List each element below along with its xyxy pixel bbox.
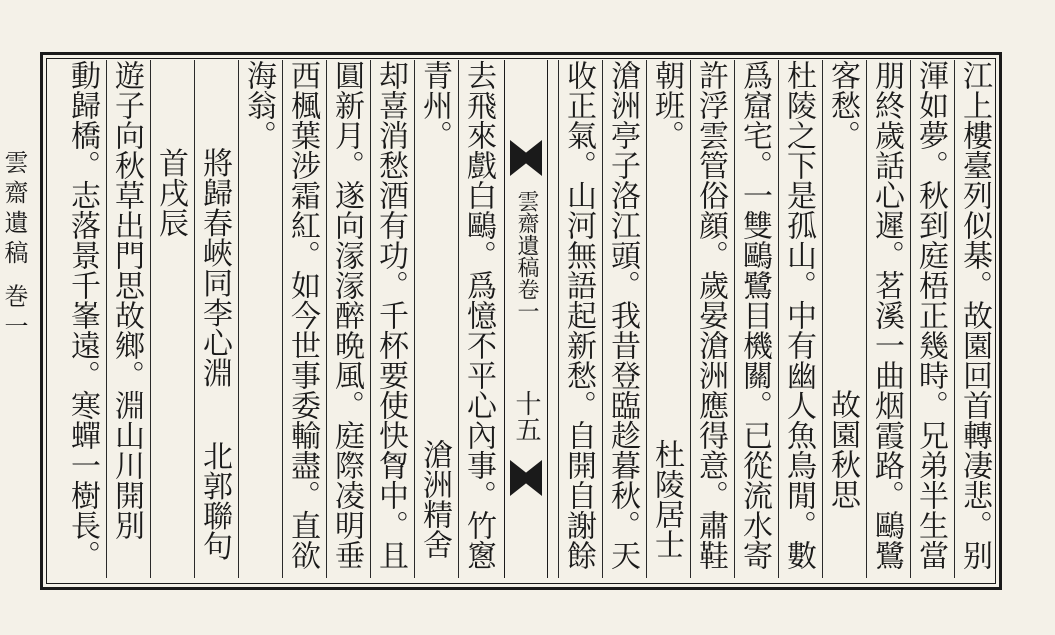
text-column: 杜陵之下是孤山。中有幽人魚鳥閒。數 <box>778 60 818 578</box>
text-column: 遊子向秋草出門思故鄉。淵山川開別 <box>106 60 146 578</box>
poem-title: 杜陵居士 <box>649 439 684 560</box>
text-column <box>414 60 454 578</box>
text-column: 却喜消愁酒有功。千杯要使快胷中。且 <box>370 60 410 578</box>
text-column <box>194 60 234 578</box>
poem-title: 北郭聯句 <box>197 440 232 561</box>
text-column: 江上樓臺列似棊。故園回首轉凄悲。别 <box>954 60 994 578</box>
text-column <box>822 60 862 578</box>
text-column: 爲窟宅。一雙鷗鷺目機關。已從流水寄 <box>734 60 774 578</box>
text-column: 去飛來戲白鷗。爲憶不平心內事。竹窻 <box>458 60 498 578</box>
text-column <box>150 60 190 578</box>
text-column: 西楓葉涉霜紅。如今世事委輸盡。直欲 <box>282 60 322 578</box>
text-column: 圓新月。遂向溕溕醉晩風。庭際凌明垂 <box>326 60 366 578</box>
text-column: 渾如夢。秋到庭梧正幾時。兄弟半生當 <box>910 60 950 578</box>
text-column <box>646 60 686 578</box>
text-segment: 首戌辰 <box>153 147 188 238</box>
band-title: 雲齋遺稿卷一 <box>514 190 539 322</box>
text-column: 動歸橋。志落景千峯遠。寒蟬一樹長。 <box>65 60 100 570</box>
text-segment: 朝班。 <box>649 60 684 150</box>
text-column: 滄洲亭子洛江頭。我昔登臨趁暮秋。天 <box>602 60 642 578</box>
poem-title: 滄洲精舍 <box>417 439 452 560</box>
folio-number: 十五 <box>511 390 541 442</box>
text-column: 收正氣。山河無語起新愁。自開自謝餘 <box>558 60 598 578</box>
text-segment: 客愁。 <box>825 60 860 150</box>
text-column: 許浮雲管俗顔。歲晏滄洲應得意。肅鞋 <box>690 60 730 578</box>
text-column: 朋終歲話心遲。茗溪一曲烟霞路。鷗鷺 <box>866 60 906 578</box>
poem-title: 將歸春峽同李心淵 <box>197 147 232 388</box>
spine-title: 雲齋遺稿 巻一 <box>0 150 28 344</box>
text-column: 海翁。 <box>238 60 278 578</box>
poem-title: 故園秋思 <box>825 389 860 510</box>
text-segment: 青州。 <box>417 60 452 150</box>
